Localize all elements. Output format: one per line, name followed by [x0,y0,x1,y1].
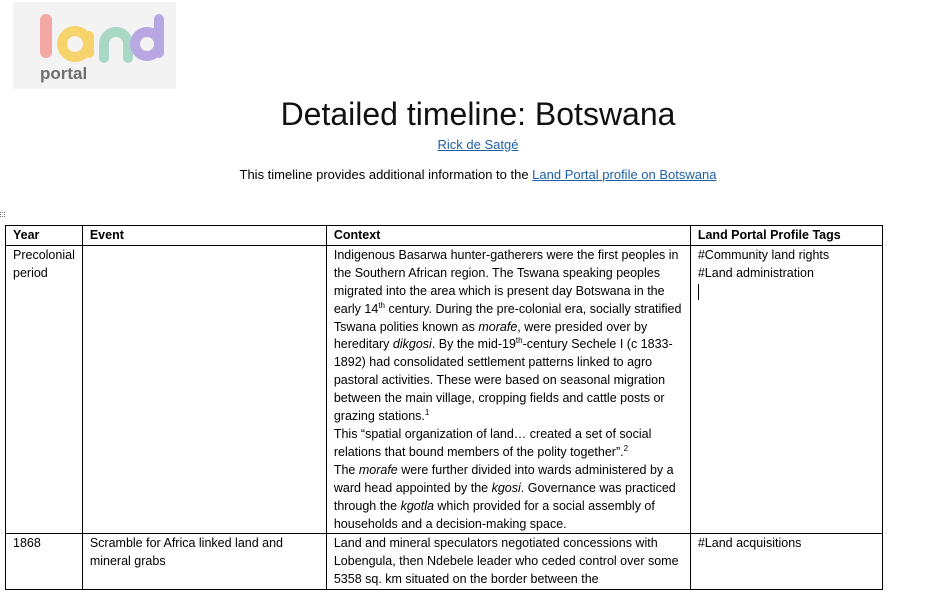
table-move-handle[interactable] [0,212,5,217]
year-cell[interactable]: Precolonial period [6,245,83,534]
logo-letter-l [40,14,52,58]
header-year: Year [6,226,83,246]
footnote-ref[interactable]: 2 [623,443,629,453]
header-event: Event [82,226,326,246]
header-tags: Land Portal Profile Tags [690,226,882,246]
land-portal-logo-icon [13,2,176,89]
event-cell[interactable]: Scramble for Africa linked land and mineral grabs [82,534,326,590]
timeline-table [5,225,883,590]
context-cell[interactable]: Land and mineral speculators negotiated concessions with Lobengula, then Ndebele leader who ceded control over some 5358 sq. km situated on the border between the [326,534,690,590]
intro-line [0,166,939,184]
table-row [6,245,883,534]
logo-letter-a-stem [84,31,94,58]
land-portal-logo [13,2,176,89]
footnote-ref[interactable]: 1 [424,407,430,417]
table-header-row [6,226,883,246]
context-paragraph: This “spatial organization of land… created a set of social relations that bound members of the polity together”.$^2$ [333,426,652,459]
tag-land-acquisitions: #Land acquisitions [697,536,802,551]
intro-text: This timeline provides additional information to the [239,167,533,182]
author-link[interactable]: Rick de Satgé [437,137,519,152]
event-cell[interactable] [82,245,326,534]
logo-letter-d-stem [154,14,164,58]
context-paragraph: The morafe were further divided into wards administered by a ward head appointed by the kgosi. Governance was practiced through the kgotla which provided for a social assembly of households and a decision-making space. [333,462,676,531]
profile-link[interactable]: Land Portal profile on Botswana [532,167,717,182]
year-cell[interactable]: 1868 [6,534,83,590]
tag-community-land-rights: #Community land rights [697,247,830,262]
context-paragraph: Indigenous Basarwa hunter-gatherers were the first peoples in the Southern African region. The Tswana speaking peoples migrated into the area which is present day Botswana in the early 14th century. During the pre-colonial era, socially stratified Tswana polities known as morafe, were presided over by hereditary dikgosi. By the mid-19th-century Sechele I (c 1833- 1892) had consolidated settlement patterns linked to agro pastoral activities. These were based on seasonal migration between the main village, cropping fields and cattle posts or grazing stations.$^1$ [333,247,682,424]
header-context: Context [326,226,690,246]
table-row [6,534,883,590]
author-line [0,136,939,154]
tag-land-administration: #Land administration [697,265,814,280]
logo-subtext: portal [40,64,88,83]
text-cursor [698,284,699,300]
document-title: Detailed timeline: Botswana [280,96,676,132]
context-cell[interactable] [326,245,690,534]
tags-cell[interactable] [690,534,882,590]
logo-letter-n [104,32,128,58]
tags-cell[interactable] [690,245,882,534]
